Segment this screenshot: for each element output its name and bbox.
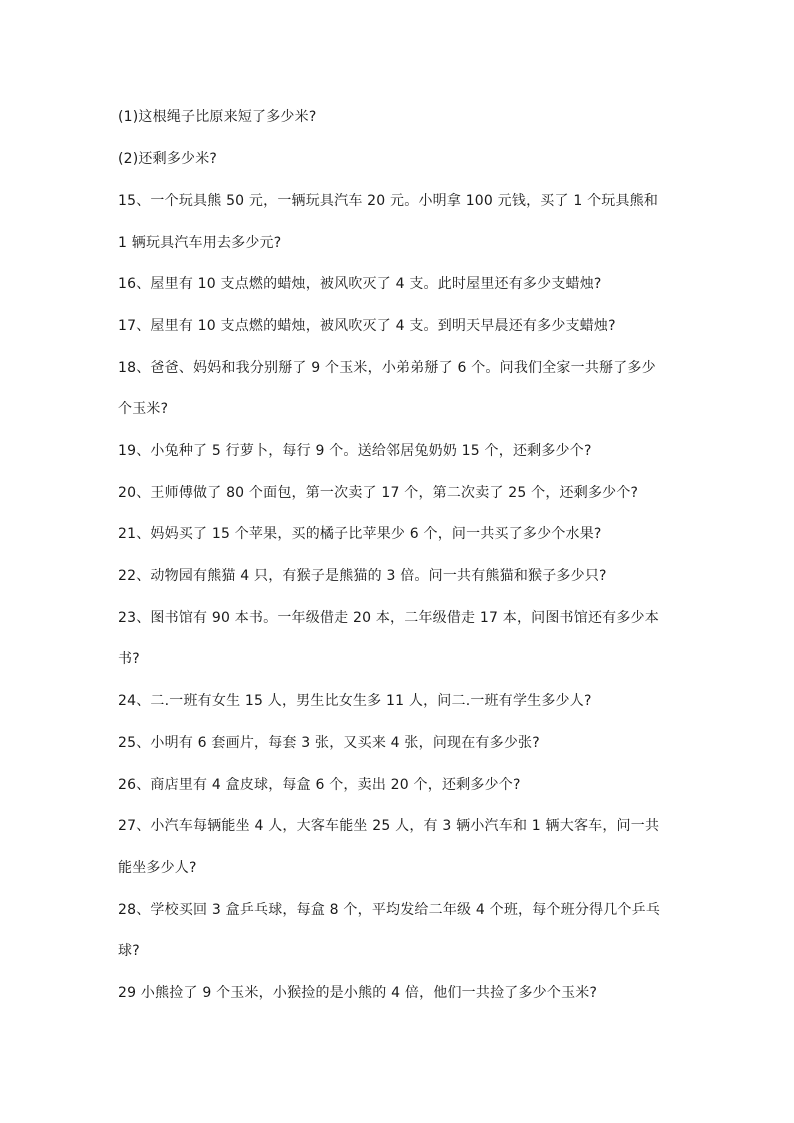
question-23-line-1: 23、图书馆有 90 本书。一年级借走 20 本，二年级借走 17 本，问图书馆还有多少本	[118, 610, 659, 626]
question-24: 24、二.一班有女生 15 人，男生比女生多 11 人，问二.一班有学生多少人?	[118, 693, 592, 709]
question-17: 17、屋里有 10 支点燃的蜡烛，被风吹灭了 4 支。到明天早晨还有多少支蜡烛?	[118, 318, 616, 334]
question-21: 21、妈妈买了 15 个苹果，买的橘子比苹果少 6 个，问一共买了多少个水果?	[118, 526, 602, 542]
question-25: 25、小明有 6 套画片，每套 3 张，又买来 4 张，问现在有多少张?	[118, 735, 540, 751]
question-16: 16、屋里有 10 支点燃的蜡烛，被风吹灭了 4 支。此时屋里还有多少支蜡烛?	[118, 276, 602, 292]
question-19: 19、小兔种了 5 行萝卜，每行 9 个。送给邻居兔奶奶 15 个，还剩多少个?	[118, 443, 592, 459]
question-18-line-2: 个玉米?	[118, 401, 169, 417]
question-14-part-1: (1)这根绳子比原来短了多少米?	[118, 109, 317, 125]
question-22: 22、动物园有熊猫 4 只，有猴子是熊猫的 3 倍。问一共有熊猫和猴子多少只?	[118, 568, 607, 584]
question-28-line-2: 球?	[118, 943, 140, 959]
question-27-line-2: 能坐多少人?	[118, 860, 197, 876]
question-15-line-2: 1 辆玩具汽车用去多少元?	[118, 235, 282, 251]
question-27-line-1: 27、小汽车每辆能坐 4 人，大客车能坐 25 人，有 3 辆小汽车和 1 辆大客车，问一共	[118, 818, 660, 834]
question-23-line-2: 书?	[118, 651, 140, 667]
question-18-line-1: 18、爸爸、妈妈和我分别掰了 9 个玉米，小弟弟掰了 6 个。问我们全家一共掰了多少	[118, 360, 656, 376]
question-14-part-2: (2)还剩多少米?	[118, 151, 218, 167]
question-28-line-1: 28、学校买回 3 盒乒乓球，每盒 8 个，平均发给二年级 4 个班，每个班分得几个乒乓	[118, 902, 661, 918]
question-26: 26、商店里有 4 盒皮球，每盒 6 个，卖出 20 个，还剩多少个?	[118, 777, 521, 793]
question-15-line-1: 15、一个玩具熊 50 元，一辆玩具汽车 20 元。小明拿 100 元钱，买了 1 个玩具熊和	[118, 193, 659, 209]
question-20: 20、王师傅做了 80 个面包，第一次卖了 17 个，第二次卖了 25 个，还剩多少个?	[118, 485, 639, 501]
question-29: 29 小熊捡了 9 个玉米，小猴捡的是小熊的 4 倍，他们一共捡了多少个玉米?	[118, 985, 598, 1001]
